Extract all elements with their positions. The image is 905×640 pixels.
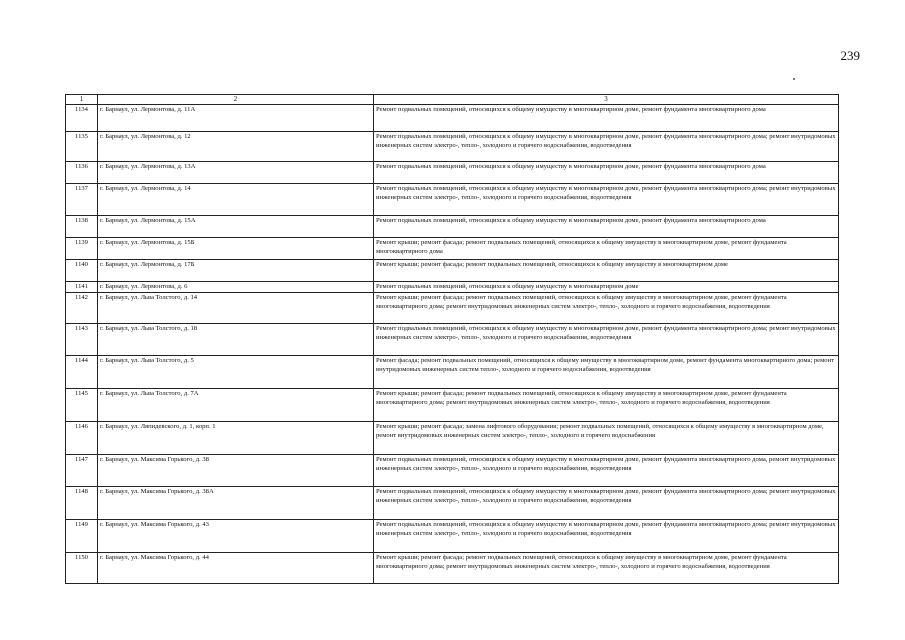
table-row — [66, 216, 839, 238]
table-row — [66, 162, 839, 184]
row-number: 1140 — [66, 260, 98, 282]
row-works: Ремонт крыши; ремонт фасада; ремонт подвальных помещений, относящихся к общему имуществу в многоквартирном доме, ремонт фундамента многоквартирного дома; ремонт внутридомовых инженерных систем электро-, тепло-, холодного и горячего водоснабжения, водоотведения — [374, 553, 839, 584]
column-header-number: 1 — [66, 95, 98, 105]
table-row — [66, 324, 839, 356]
row-address: г. Барнаул, ул. Лермонтова, д. 12 — [98, 132, 374, 162]
row-works: Ремонт подвальных помещений, относящихся к общему имуществу в многоквартирном доме, ремонт фундамента многоквартирного дома; ремонт внутридомовых инженерных систем электро-, тепло-, холодного и горячего водоснабжения, водоотведения — [374, 132, 839, 162]
table-row — [66, 356, 839, 389]
row-number: 1147 — [66, 455, 98, 487]
table-row — [66, 260, 839, 282]
row-address: г. Барнаул, ул. Льва Толстого, д. 7А — [98, 389, 374, 422]
row-address: г. Барнаул, ул. Максима Горького, д. 38А — [98, 487, 374, 520]
row-address: г. Барнаул, ул. Лермонтова, д. 13А — [98, 162, 374, 184]
row-address: г. Барнаул, ул. Лермонтова, д. 14 — [98, 184, 374, 216]
table-row — [66, 520, 839, 553]
row-address: г. Барнаул, ул. Лермонтова, д. 11А — [98, 105, 374, 132]
row-number: 1145 — [66, 389, 98, 422]
scan-speck — [793, 78, 795, 80]
row-works: Ремонт подвальных помещений, относящихся к общему имуществу в многоквартирном доме, ремонт фундамента многоквартирного дома; ремонт внутридомовых инженерных систем электро-, тепло-, холодного и горячего водоснабжения, водоотведения — [374, 184, 839, 216]
table-row — [66, 389, 839, 422]
row-works: Ремонт подвальных помещений, относящихся к общему имуществу в многоквартирном доме, ремонт фундамента многоквартирного дома — [374, 162, 839, 184]
table-row — [66, 184, 839, 216]
row-address: г. Барнаул, ул. Льва Толстого, д. 18 — [98, 324, 374, 356]
table-row — [66, 553, 839, 584]
row-address: г. Барнаул, ул. Лермонтова, д. 6 — [98, 282, 374, 293]
row-number: 1146 — [66, 422, 98, 455]
table-row — [66, 282, 839, 293]
row-address: г. Барнаул, ул. Лермонтова, д. 15А — [98, 216, 374, 238]
row-address: г. Барнаул, ул. Льва Толстого, д. 14 — [98, 293, 374, 324]
table-row — [66, 238, 839, 260]
row-address: г. Барнаул, ул. Максима Горького, д. 43 — [98, 520, 374, 553]
table-row — [66, 487, 839, 520]
table-row — [66, 132, 839, 162]
row-works: Ремонт крыши; ремонт фасада; ремонт подвальных помещений, относящихся к общему имуществу в многоквартирном доме, ремонт фундамента многоквартирного дома; ремонт внутридомовых инженерных систем электро-, тепло-, холодного и горячего водоснабжения, водоотведения — [374, 389, 839, 422]
row-number: 1149 — [66, 520, 98, 553]
row-works: Ремонт подвальных помещений, относящихся к общему имуществу в многоквартирном доме, ремонт фундамента многоквартирного дома — [374, 105, 839, 132]
table-row — [66, 293, 839, 324]
row-number: 1143 — [66, 324, 98, 356]
table-header-row — [66, 95, 839, 105]
row-address: г. Барнаул, ул. Льва Толстого, д. 5 — [98, 356, 374, 389]
table-row — [66, 455, 839, 487]
row-number: 1137 — [66, 184, 98, 216]
row-works: Ремонт крыши; ремонт фасада; ремонт подвальных помещений, относящихся к общему имуществу в многоквартирном доме, ремонт фундамента многоквартирного дома; ремонт внутридомовых инженерных систем электро-, тепло-, холодного и горячего водоснабжения, водоотведения — [374, 293, 839, 324]
row-number: 1148 — [66, 487, 98, 520]
row-works: Ремонт подвальных помещений, относящихся к общему имуществу в многоквартирном доме, ремонт фундамента многоквартирного дома — [374, 216, 839, 238]
row-number: 1141 — [66, 282, 98, 293]
row-works: Ремонт фасада; ремонт подвальных помещений, относящихся к общему имуществу в многоквартирном доме, ремонт фундамента многоквартирного дома; ремонт внутридомовых инженерных систем тепло-, холодного и горячего водоснабжения, водоотведения — [374, 356, 839, 389]
row-works: Ремонт подвальных помещений, относящихся к общему имуществу в многоквартирном доме, ремонт фундамента многоквартирного дома; ремонт внутридомовых инженерных систем электро-, тепло-, холодного и горячего водоснабжения, водоотведения — [374, 324, 839, 356]
row-number: 1138 — [66, 216, 98, 238]
row-number: 1142 — [66, 293, 98, 324]
table-row — [66, 422, 839, 455]
row-address: г. Барнаул, ул. Лермонтова, д. 15Б — [98, 238, 374, 260]
column-header-works: 3 — [374, 95, 839, 105]
page-number: 239 — [840, 48, 860, 63]
table-row — [66, 105, 839, 132]
row-works: Ремонт подвальных помещений, относящихся к общему имуществу в многоквартирном доме, ремонт фундамента многоквартирного дома; ремонт внутридомовых инженерных систем электро-, тепло-, холодного и горячего водоснабжения, водоотведения — [374, 520, 839, 553]
row-address: г. Барнаул, ул. Максима Горького, д. 38 — [98, 455, 374, 487]
repair-works-table — [65, 94, 839, 584]
column-header-address: 2 — [98, 95, 374, 105]
row-works: Ремонт крыши; ремонт фасада; ремонт подвальных помещений, относящихся к общему имуществу в многоквартирном доме, ремонт фундамента многоквартирного дома — [374, 238, 839, 260]
row-address: г. Барнаул, ул. Максима Горького, д. 44 — [98, 553, 374, 584]
row-number: 1150 — [66, 553, 98, 584]
row-works: Ремонт подвальных помещений, относящихся к общему имуществу в многоквартирном доме, ремонт фундамента многоквартирного дома; ремонт внутридомовых инженерных систем электро-, тепло-, холодного и горячего водоснабжения, водоотведения — [374, 487, 839, 520]
row-works: Ремонт подвальных помещений, относящихся к общему имуществу в многоквартирном доме — [374, 282, 839, 293]
row-number: 1144 — [66, 356, 98, 389]
row-address: г. Барнаул, ул. Ляпидевского, д. 1, корп. 1 — [98, 422, 374, 455]
row-works: Ремонт крыши; ремонт фасада; ремонт подвальных помещений, относящихся к общему имуществу в многоквартирном доме — [374, 260, 839, 282]
row-number: 1136 — [66, 162, 98, 184]
row-number: 1139 — [66, 238, 98, 260]
row-number: 1134 — [66, 105, 98, 132]
row-address: г. Барнаул, ул. Лермонтова, д. 17Б — [98, 260, 374, 282]
row-works: Ремонт подвальных помещений, относящихся к общему имуществу в многоквартирном доме, ремонт фундамента многоквартирного дома, ремонт внутридомовых инженерных систем электро-, тепло-, холодного и горячего водоснабжения, водоотведения — [374, 455, 839, 487]
row-works: Ремонт крыши; ремонт фасада; замена лифтового оборудования; ремонт подвальных помещений, относящихся к общему имуществу в многоквартирном доме, ремонт внутридомовых инженерных систем электро-, тепло-, холодного и горячего водоснабжения — [374, 422, 839, 455]
row-number: 1135 — [66, 132, 98, 162]
